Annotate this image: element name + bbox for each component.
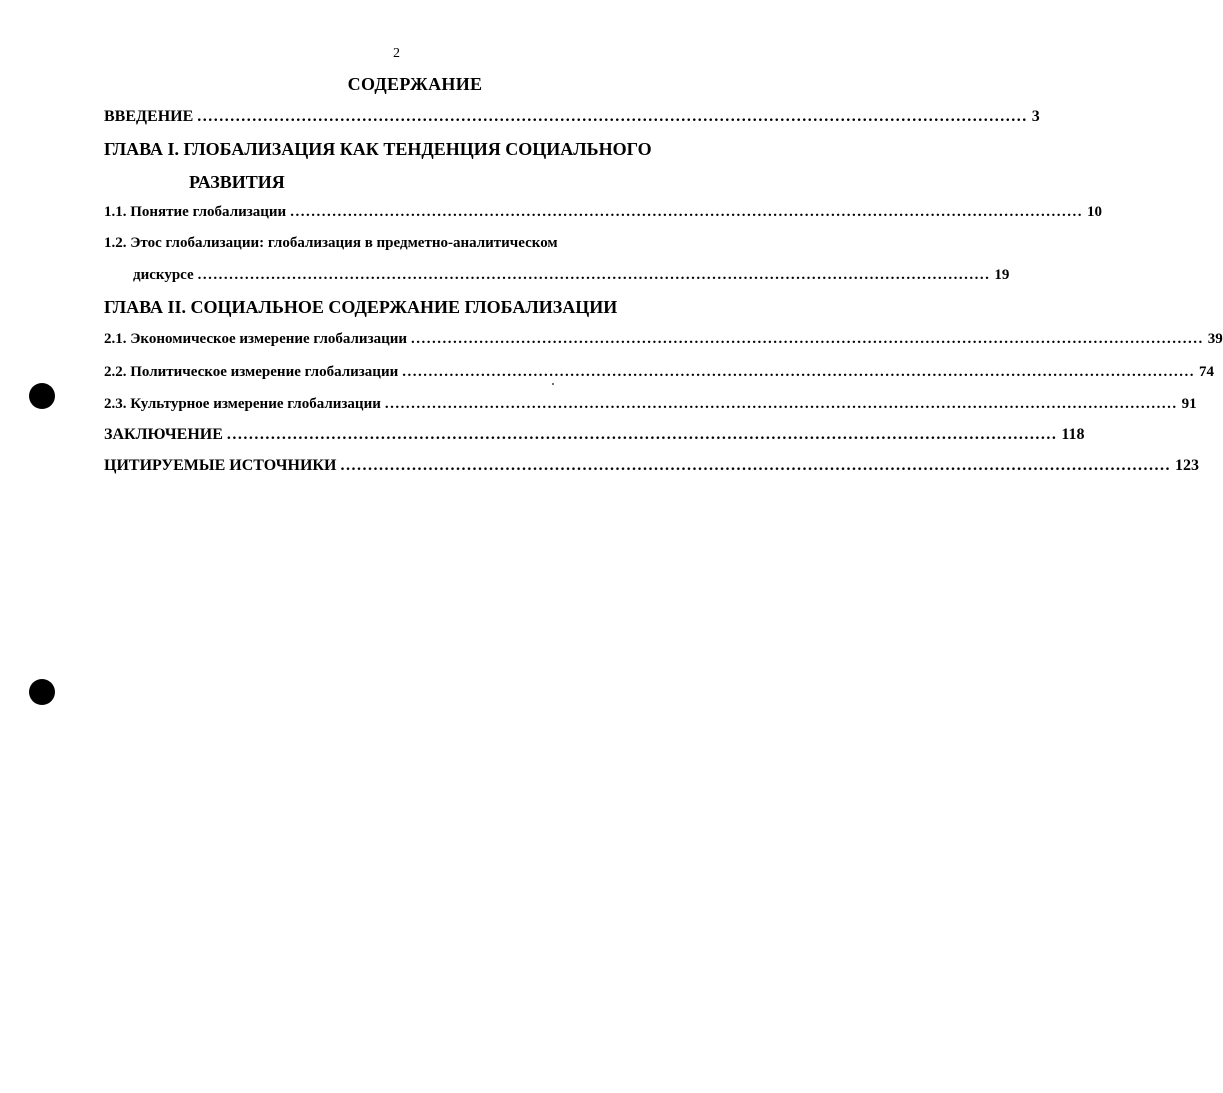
toc-title: СОДЕРЖАНИЕ (347, 74, 483, 94)
leader-dots: ....................................................................................................................................................... (226, 426, 1058, 443)
toc-entry-1-2 (133, 267, 1010, 284)
punch-hole-bottom (29, 679, 55, 705)
toc-entry-label: 1.1. Понятие глобализации (104, 204, 287, 220)
chapter-1-heading-line1: ГЛАВА I. ГЛОБАЛИЗАЦИЯ КАК ТЕНДЕНЦИЯ СОЦИАЛЬНОГО (104, 139, 652, 159)
toc-entry-2-3 (104, 396, 1197, 413)
toc-entry-intro (104, 108, 1040, 126)
leader-dots: ....................................................................................................................................................... (197, 108, 1028, 125)
toc-entry-label: дискурсе (133, 267, 194, 283)
toc-entry-sources (104, 457, 1199, 475)
toc-entry-label: ЗАКЛЮЧЕНИЕ (104, 426, 223, 443)
toc-entry-label: 2.2. Политическое измерение глобализации (104, 364, 399, 380)
toc-entry-label: 2.3. Культурное измерение глобализации (104, 396, 381, 412)
chapter-1-heading-line2: РАЗВИТИЯ (189, 172, 285, 192)
toc-entry-page: 19 (994, 267, 1010, 283)
toc-entry-label: ЦИТИРУЕМЫЕ ИСТОЧНИКИ (104, 457, 337, 474)
toc-entry-2-1 (104, 331, 1223, 348)
toc-entry-page: 10 (1086, 204, 1102, 220)
toc-entry-label: 2.1. Экономическое измерение глобализации (104, 331, 408, 347)
toc-entry-2-2 (104, 364, 1214, 381)
toc-entry-conclusion (104, 426, 1085, 444)
leader-dots: ....................................................................................................................................................... (411, 331, 1204, 347)
leader-dots: ....................................................................................................................................................... (384, 396, 1178, 412)
toc-entry-page: 3 (1031, 108, 1040, 125)
toc-entry-page: 118 (1061, 426, 1085, 443)
toc-entry-1-1 (104, 204, 1102, 221)
chapter-2-heading: ГЛАВА II. СОЦИАЛЬНОЕ СОДЕРЖАНИЕ ГЛОБАЛИЗАЦИИ (104, 297, 618, 317)
scan-speck (552, 383, 554, 385)
toc-entry-page: 74 (1199, 364, 1214, 380)
leader-dots: ....................................................................................................................................................... (197, 267, 991, 283)
toc-entry-label: ВВЕДЕНИЕ (104, 108, 194, 125)
page-number: 2 (393, 46, 400, 61)
toc-entry-page: 91 (1181, 396, 1197, 412)
toc-entry-page: 123 (1174, 457, 1199, 474)
toc-entry-page: 39 (1207, 331, 1223, 347)
toc-entry-1-2-line1: 1.2. Этос глобализации: глобализация в предметно-аналитическом (104, 235, 558, 251)
leader-dots: ....................................................................................................................................................... (402, 364, 1195, 380)
leader-dots: ....................................................................................................................................................... (290, 204, 1083, 220)
punch-hole-top (29, 383, 55, 409)
leader-dots: ....................................................................................................................................................... (340, 457, 1171, 474)
